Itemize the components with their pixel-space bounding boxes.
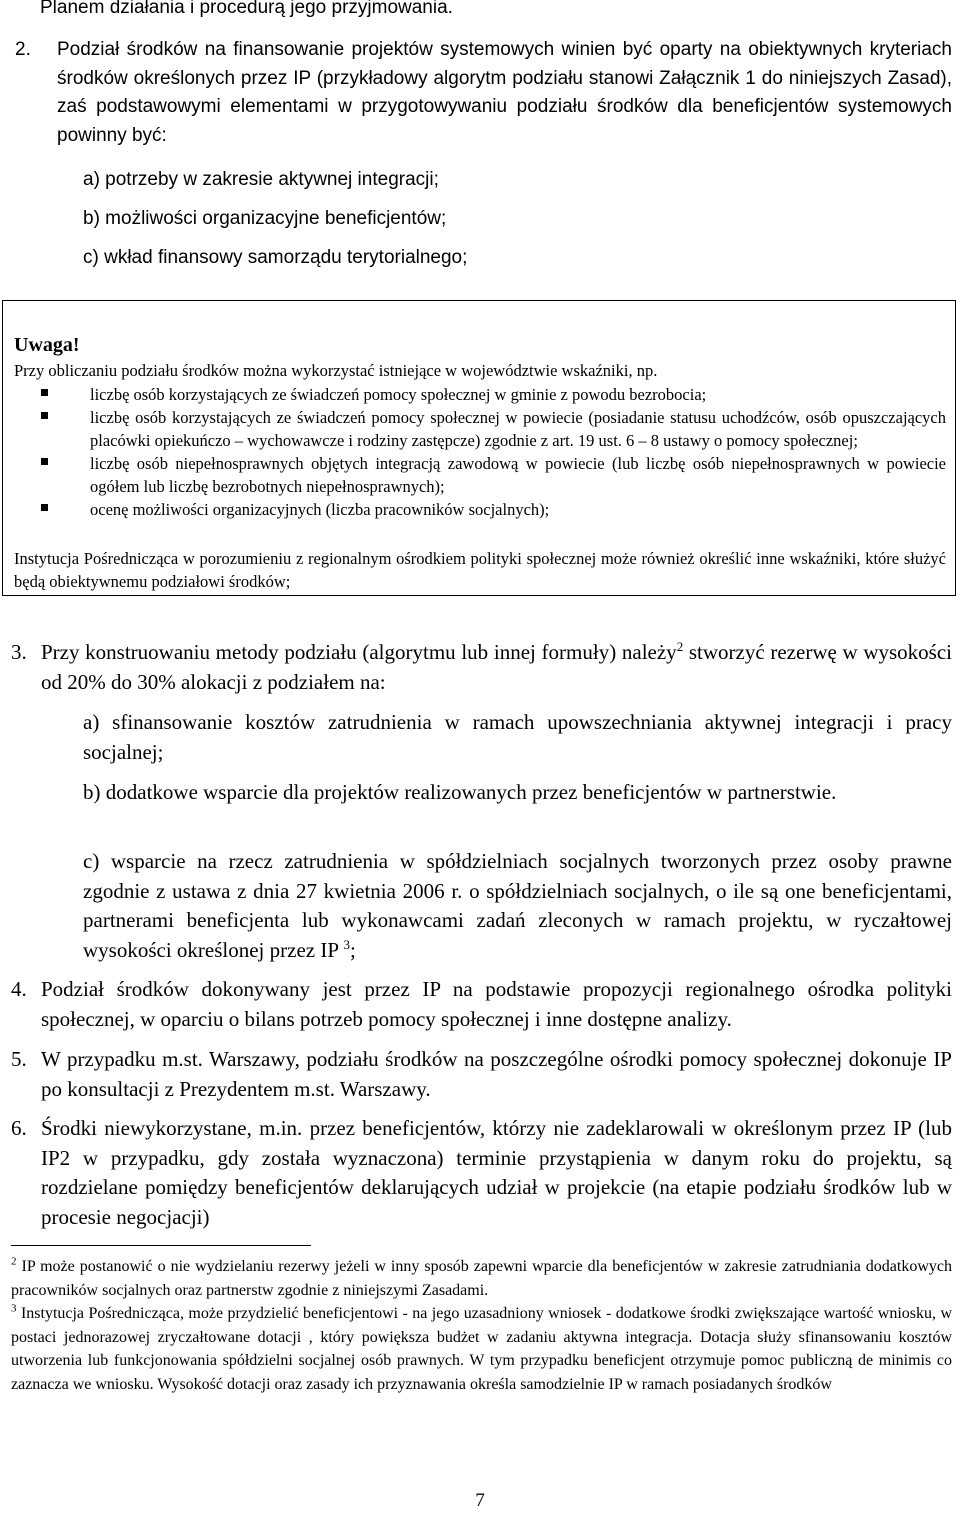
list-item-number: 4. <box>11 977 27 1001</box>
bullet-text: liczbę osób korzystających ze świadczeń pomocy społecznej w powiecie (posiadanie statusu uchodźców, osób opuszczających placówki opiekuńczo – wychowawcze i rodziny zastępcze) zgodnie z art. 19 ust. 6 – 8 ustawy o pomocy społecznej; <box>90 408 946 450</box>
sub-item-c: c) wkład finansowy samorządu terytorialnego; <box>83 247 468 268</box>
list-item-6 <box>11 1114 952 1232</box>
note-bullet-list <box>14 383 946 521</box>
list-item-number: 6. <box>11 1116 27 1140</box>
list-item-2 <box>15 36 952 150</box>
sub-item-3c <box>83 847 952 965</box>
sub-list-criteria <box>83 166 467 283</box>
list-item-text: Podział środków dokonywany jest przez IP na podstawie propozycji regionalnego ośrodka polityki społecznej, w oparciu o bilans potrzeb pomocy społecznej i inne dostępne analizy. <box>41 977 952 1031</box>
bullet-item <box>14 406 946 452</box>
footnote-separator <box>11 1245 311 1246</box>
footnote-3 <box>11 1302 952 1396</box>
bullet-text: liczbę osób niepełnosprawnych objętych integracją zawodową w powiecie (lub liczbę osób niepełnosprawnych w powiecie ogółem lub liczbę bezrobotnych niepełnosprawnych); <box>90 454 946 496</box>
list-item-text: Środki niewykorzystane, m.in. przez beneficjentów, którzy nie zadeklarowali w określonym przez IP (lub IP2 w przypadku, gdy została wyznaczona) terminie przystąpienia w danym roku do projektu, są rozdzielane pomiędzy beneficjentów deklarujących udział w projekcie (na etapie podziału środków lub w procesie negocjacji) <box>41 1116 952 1229</box>
sub-item-3b: b) dodatkowe wsparcie dla projektów realizowanych przez beneficjentów w partnerstwie. <box>83 780 837 804</box>
footnotes <box>11 1255 952 1396</box>
square-bullet-icon <box>41 504 48 511</box>
list-item-3 <box>11 638 952 697</box>
sub-item-3a: a) sfinansowanie kosztów zatrudnienia w ramach upowszechniania aktywnej integracji i pracy socjalnej; <box>83 710 952 764</box>
list-item-number: 3. <box>11 640 27 664</box>
list-item-text <box>41 638 952 697</box>
footnote-mark: 2 <box>11 1255 17 1268</box>
sub-item-b: b) możliwości organizacyjne beneficjentów; <box>83 208 447 229</box>
sub-item-a: a) potrzeby w zakresie aktywnej integracji; <box>83 169 439 190</box>
note-intro: Przy obliczaniu podziału środków można wykorzystać istniejące w województwie wskaźniki, np. <box>14 361 658 380</box>
text-part: stworzyć rezerwę w wysokości od 20% do 30% alokacji z podziałem na: <box>41 640 953 694</box>
text-part: ; <box>350 937 356 962</box>
list-item-4 <box>11 975 952 1034</box>
note-closing: Instytucja Pośrednicząca w porozumieniu z regionalnym ośrodkiem polityki społecznej może również określić inne wskaźniki, które służyć będą obiektywnemu podziałowi środków; <box>14 549 946 591</box>
bullet-item <box>14 383 946 406</box>
square-bullet-icon <box>41 412 48 419</box>
footnote-text: IP może postanowić o nie wydzielaniu rezerwy jeżeli w inny sposób zapewni wparcie dla beneficjentów w zakresie zatrudniania dodatkowych pracowników socjalnych oraz partnerstw zgodnie z niniejszymi Zasadami. <box>11 1258 952 1299</box>
text-part: Przy konstruowaniu metody podziału (algorytmu lub innej formuły) należy <box>41 640 677 664</box>
continued-paragraph-end: Planem działania i procedurą jego przyjmowania. <box>40 0 453 18</box>
square-bullet-icon <box>41 389 48 396</box>
list-item-text: W przypadku m.st. Warszawy, podziału środków na poszczególne ośrodki pomocy społecznej dokonuje IP po konsultacji z Prezydentem m.st. Warszawy. <box>41 1047 952 1101</box>
list-item-number: 2. <box>15 39 31 60</box>
bullet-item <box>14 498 946 521</box>
list-item-number: 5. <box>11 1047 27 1071</box>
footnote-text: Instytucja Pośrednicząca, może przydzielić beneficjentowi - na jego uzasadniony wniosek - dodatkowe środki zwiększające wartość wniosku, w postaci jednorazowej zryczałtowane dotacji , który powiększa budżet w zadaniu aktywna integracja. Dotacja służy sfinansowaniu kosztów utworzenia lub funkcjonowania spółdzielni socjalnej osób prawnych. W tym przypadku beneficjent otrzymuje pomoc publiczną de minimis co zaznacza we wniosku. Wysokość dotacji oraz zasady ich przyznawania określa samodzielnie IP w ramach posiadanych środków <box>11 1305 953 1393</box>
footnote-2 <box>11 1255 952 1302</box>
bullet-item <box>14 452 946 498</box>
text-part: c) wsparcie na rzecz zatrudnienia w spółdzielniach socjalnych tworzonych przez osoby prawne zgodnie z ustawa z dnia 27 kwietnia 2006 r. o spółdzielniach socjalnych, o ile są one beneficjentami, partnerami beneficjenta lub wykonawcami zadań zleconych w ramach projektu, w ryczałtowej wysokości określonej przez IP <box>83 849 952 962</box>
note-box <box>2 300 956 596</box>
page-number: 7 <box>475 1490 485 1511</box>
list-item-text: Podział środków na finansowanie projektów systemowych winien być oparty na obiektywnych kryteriach środków określonych przez IP (przykładowy algorytm podziału stanowi Załącznik 1 do niniejszych Zasad), zaś podstawowymi elementami w przygotowywaniu podziału środków dla beneficjentów systemowych powinny być: <box>57 39 952 146</box>
note-title: Uwaga! <box>14 334 80 356</box>
bullet-text: ocenę możliwości organizacyjnych (liczba pracowników socjalnych); <box>90 500 550 519</box>
footnote-mark: 3 <box>11 1302 17 1315</box>
footnote-ref-3[interactable]: 3 <box>343 936 350 952</box>
footnote-ref-2[interactable]: 2 <box>676 639 684 654</box>
bullet-text: liczbę osób korzystających ze świadczeń pomocy społecznej w gminie z powodu bezrobocia; <box>90 385 707 404</box>
square-bullet-icon <box>41 458 48 465</box>
list-item-5 <box>11 1045 952 1104</box>
